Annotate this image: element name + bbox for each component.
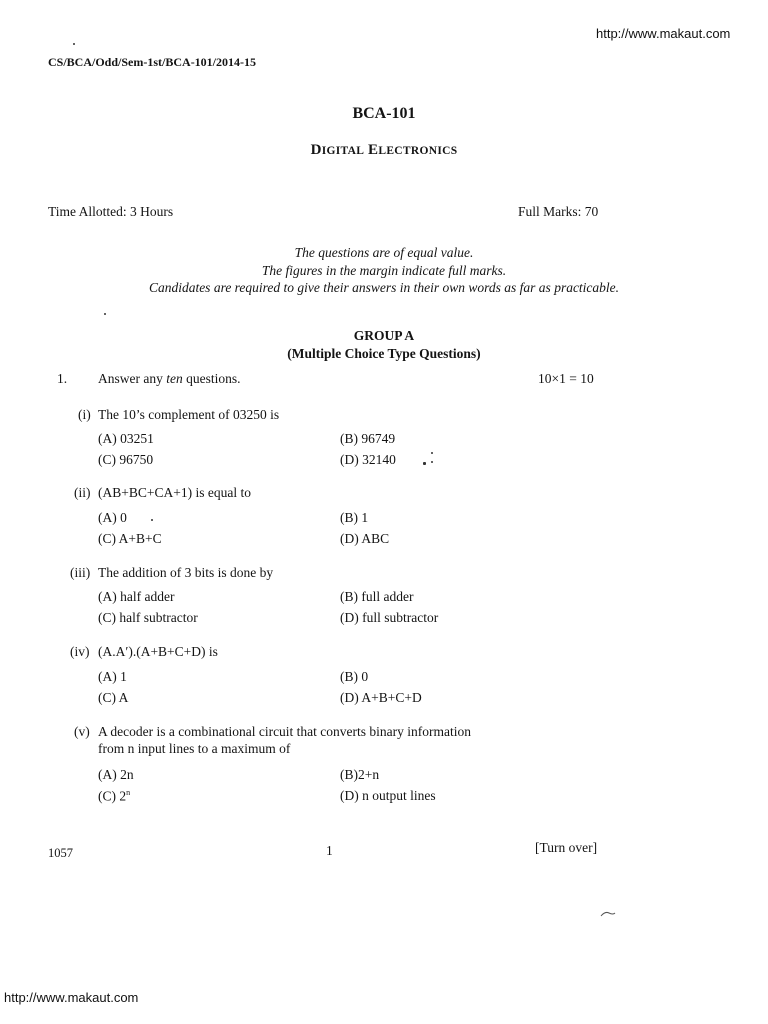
footer-code: 1057 — [48, 846, 73, 860]
top-url[interactable]: http://www.makaut.com — [596, 26, 731, 41]
option-d: (D) n output lines — [340, 788, 436, 803]
speck — [73, 43, 75, 45]
option-b: (B) 0 — [340, 669, 369, 684]
turn-over: [Turn over] — [535, 840, 598, 855]
option-d: (D) 32140 — [340, 452, 396, 467]
page-number: 1 — [326, 843, 333, 858]
question-number: 1. — [57, 371, 68, 386]
option-b: (B) 1 — [340, 510, 369, 525]
course-code: BCA-101 — [352, 105, 416, 122]
speck — [423, 462, 426, 465]
option-c: (C) half subtractor — [98, 610, 198, 625]
option-c: (C) 2$^n$ — [98, 788, 131, 804]
option-a: (A) 1 — [98, 669, 127, 684]
full-marks: Full Marks: 70 — [518, 204, 599, 219]
option-d: (D) A+B+C+D — [340, 690, 422, 705]
bottom-url[interactable]: http://www.makaut.com — [4, 990, 139, 1005]
option-c: (C) A — [98, 690, 129, 705]
option-b: (B) full adder — [340, 589, 414, 604]
group-subtitle: (Multiple Choice Type Questions) — [287, 346, 481, 361]
paper-code: CS/BCA/Odd/Sem-1st/BCA-101/2014-15 — [48, 55, 257, 69]
scan-mark — [600, 905, 616, 923]
subquestion-text-continued: from n input lines to a maximum of — [98, 741, 291, 756]
subquestion-text: (A.A′).(A+B+C+D) is — [98, 644, 218, 659]
subquestion-label: (ii) — [74, 485, 91, 500]
speck — [431, 461, 433, 463]
instruction-line-2: The figures in the margin indicate full marks. — [261, 263, 507, 278]
speck — [104, 313, 106, 315]
option-a: (A) 2n — [98, 767, 134, 782]
speck — [151, 519, 153, 521]
question-instruction: Answer any ten questions. — [98, 371, 241, 386]
instruction-line-1: The questions are of equal value. — [294, 245, 474, 260]
option-a: (A) half adder — [98, 589, 175, 604]
option-b: (B)2+n — [340, 767, 380, 782]
speck — [431, 452, 433, 454]
subquestion-label: (v) — [74, 724, 90, 739]
option-c: (C) 96750 — [98, 452, 154, 467]
subject-title: DIGITAL ELECTRONICS — [310, 142, 458, 158]
instruction-line-3: Candidates are required to give their answers in their own words as far as practicable. — [148, 280, 620, 295]
option-c: (C) A+B+C — [98, 531, 162, 546]
subquestion-label: (iii) — [70, 565, 91, 580]
subquestion-text: A decoder is a combinational circuit that converts binary information — [98, 724, 472, 739]
option-d: (D) ABC — [340, 531, 390, 546]
question-marks: 10×1 = 10 — [538, 371, 594, 386]
subquestion-label: (i) — [78, 407, 91, 422]
subquestion-text: (AB+BC+CA+1) is equal to — [98, 485, 251, 500]
group-title: GROUP A — [353, 328, 415, 343]
subquestion-text: The 10’s complement of 03250 is — [98, 407, 280, 422]
option-a: (A) 03251 — [98, 431, 154, 446]
option-a: (A) 0 — [98, 510, 127, 525]
subquestion-label: (iv) — [70, 644, 90, 659]
option-d: (D) full subtractor — [340, 610, 439, 625]
time-allotted: Time Allotted: 3 Hours — [48, 204, 174, 219]
subquestion-text: The addition of 3 bits is done by — [98, 565, 274, 580]
option-b: (B) 96749 — [340, 431, 396, 446]
